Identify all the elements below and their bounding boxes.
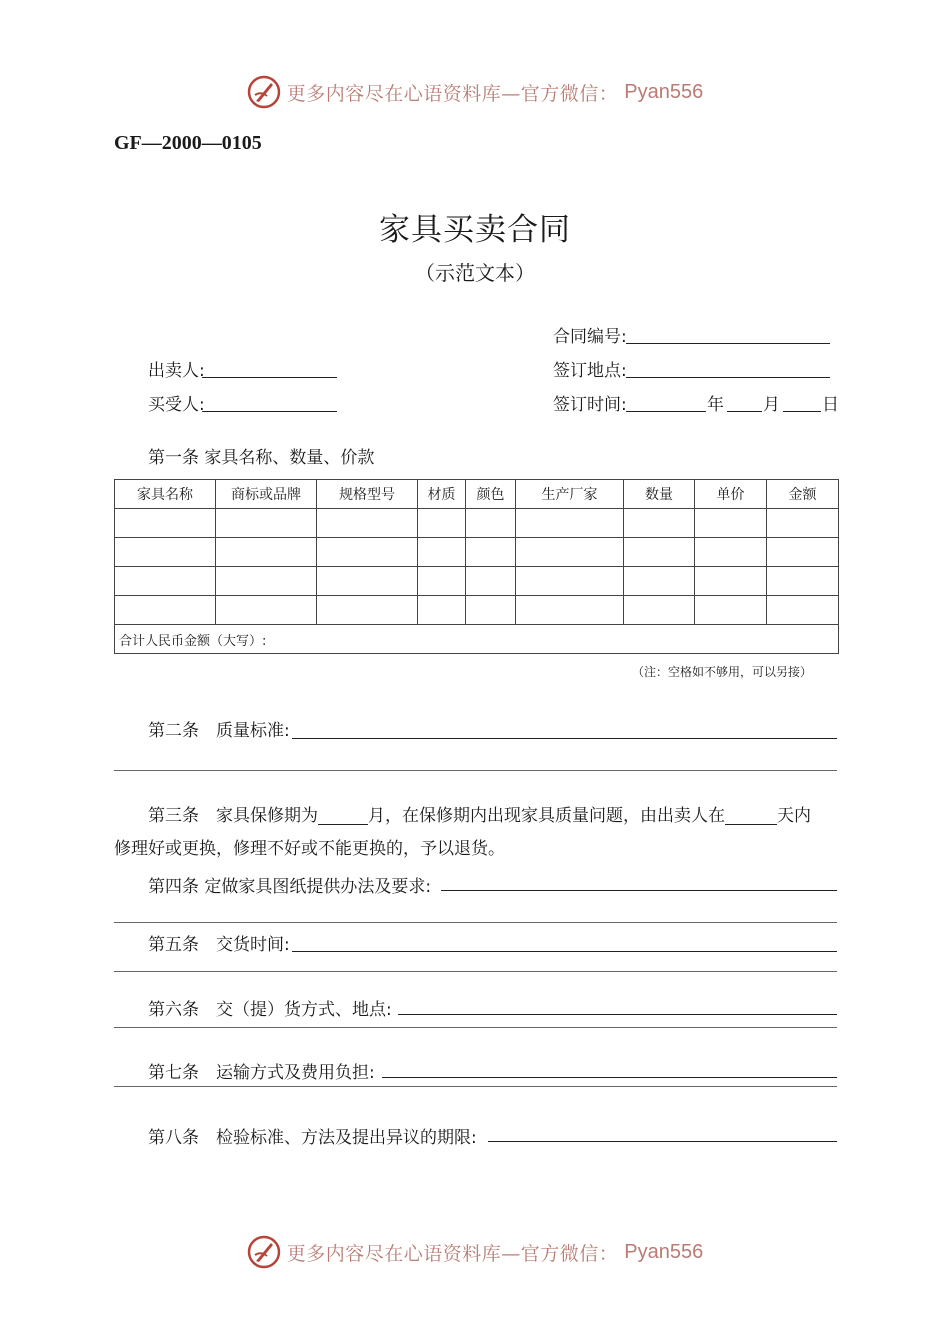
quill-logo-icon [247, 75, 281, 109]
drawing-requirements-field[interactable] [441, 890, 837, 891]
table-cell[interactable] [695, 538, 767, 567]
watermark-id: Pyan556 [624, 1240, 704, 1263]
table-cell[interactable] [216, 509, 317, 538]
article3-paragraph [114, 800, 838, 866]
table-cell[interactable] [767, 567, 839, 596]
article2-label: 第二条 质量标准: [148, 721, 290, 741]
table-cell[interactable] [115, 509, 216, 538]
col-manufacturer: 生产厂家 [516, 480, 624, 509]
table-cell[interactable] [466, 567, 516, 596]
table-cell[interactable] [767, 509, 839, 538]
time-label: 签订时间: [553, 395, 627, 415]
col-unit-price: 单价 [695, 480, 767, 509]
table-cell[interactable] [115, 596, 216, 625]
article3-text-3: 天内 [777, 806, 811, 826]
table-note: （注：空格如不够用，可以另接） [632, 665, 813, 679]
col-brand: 商标或品牌 [216, 480, 317, 509]
table-cell[interactable] [418, 509, 466, 538]
page-subtitle: （示范文本） [415, 261, 535, 285]
table-cell[interactable] [317, 509, 418, 538]
col-quantity: 数量 [624, 480, 695, 509]
article3-text-1: 第三条 家具保修期为 [148, 806, 318, 826]
table-cell[interactable] [418, 596, 466, 625]
col-furniture-name: 家具名称 [115, 480, 216, 509]
place-field[interactable] [626, 377, 830, 378]
col-model: 规格型号 [317, 480, 418, 509]
transport-cost-field[interactable] [382, 1077, 837, 1078]
year-label: 年 [707, 395, 724, 415]
delivery-time-line2[interactable] [114, 971, 837, 972]
document-code: GF—2000—0105 [114, 132, 262, 154]
article5-label: 第五条 交货时间: [148, 935, 290, 955]
article1-heading: 第一条 家具名称、数量、价款 [148, 448, 375, 468]
table-cell[interactable] [624, 538, 695, 567]
col-material: 材质 [418, 480, 466, 509]
table-cell[interactable] [624, 567, 695, 596]
table-row [115, 567, 839, 596]
table-cell[interactable] [624, 596, 695, 625]
table-cell[interactable] [516, 509, 624, 538]
quality-standard-field[interactable] [292, 738, 837, 739]
article3-text-4: 修理好或更换，修理不好或不能更换的，予以退货。 [114, 839, 505, 859]
buyer-label: 买受人: [148, 395, 205, 415]
table-cell[interactable] [418, 538, 466, 567]
table-cell[interactable] [516, 567, 624, 596]
col-color: 颜色 [466, 480, 516, 509]
page-title: 家具买卖合同 [379, 212, 571, 248]
table-cell[interactable] [317, 596, 418, 625]
month-field[interactable] [727, 411, 762, 412]
place-label: 签订地点: [553, 361, 627, 381]
total-row [115, 625, 839, 654]
year-field[interactable] [626, 411, 706, 412]
table-cell[interactable] [624, 509, 695, 538]
article3-text-2: 月，在保修期内出现家具质量问题，由出卖人在 [368, 806, 725, 826]
transport-cost-line2[interactable] [114, 1086, 837, 1087]
article8-label: 第八条 检验标准、方法及提出异议的期限: [148, 1128, 477, 1148]
watermark-text: 更多内容尽在心语资料库—官方微信： [286, 82, 619, 105]
delivery-method-field[interactable] [398, 1014, 837, 1015]
table-cell[interactable] [216, 567, 317, 596]
article6-label: 第六条 交（提）货方式、地点: [148, 1000, 392, 1020]
seller-label: 出卖人: [148, 361, 205, 381]
table-cell[interactable] [115, 567, 216, 596]
goods-table [114, 479, 839, 654]
table-cell[interactable] [317, 567, 418, 596]
table-cell[interactable] [695, 509, 767, 538]
quill-logo-icon [247, 1235, 281, 1269]
delivery-time-field[interactable] [292, 951, 837, 952]
contract-no-label: 合同编号: [553, 327, 627, 347]
seller-field[interactable] [202, 377, 337, 378]
table-cell[interactable] [317, 538, 418, 567]
table-cell[interactable] [466, 596, 516, 625]
col-amount: 金额 [767, 480, 839, 509]
table-row [115, 538, 839, 567]
warranty-months-field[interactable] [318, 806, 368, 825]
watermark-id: Pyan556 [624, 80, 704, 103]
watermark-top [0, 70, 950, 114]
table-row [115, 509, 839, 538]
delivery-method-line2[interactable] [114, 1027, 837, 1028]
table-cell[interactable] [695, 596, 767, 625]
table-cell[interactable] [516, 538, 624, 567]
table-cell[interactable] [695, 567, 767, 596]
drawing-requirements-line2[interactable] [114, 922, 837, 923]
table-header-row [115, 480, 839, 509]
month-label: 月 [763, 395, 780, 415]
article7-label: 第七条 运输方式及费用负担: [148, 1063, 375, 1083]
repair-days-field[interactable] [725, 806, 777, 825]
watermark-bottom [0, 1230, 950, 1274]
day-field[interactable] [783, 411, 821, 412]
table-cell[interactable] [418, 567, 466, 596]
table-cell[interactable] [767, 538, 839, 567]
table-row [115, 596, 839, 625]
table-cell[interactable] [767, 596, 839, 625]
contract-no-field[interactable] [626, 343, 830, 344]
table-cell[interactable] [216, 596, 317, 625]
table-cell[interactable] [466, 538, 516, 567]
total-amount-cell[interactable]: 合计人民币金额（大写）: [115, 625, 839, 654]
article4-label: 第四条 定做家具图纸提供办法及要求: [148, 877, 432, 897]
table-cell[interactable] [466, 509, 516, 538]
day-label: 日 [822, 395, 839, 415]
quality-standard-line2[interactable] [114, 770, 837, 771]
inspection-field[interactable] [488, 1141, 837, 1142]
table-cell[interactable] [115, 538, 216, 567]
buyer-field[interactable] [202, 411, 337, 412]
watermark-text: 更多内容尽在心语资料库—官方微信： [286, 1242, 619, 1265]
table-cell[interactable] [216, 538, 317, 567]
table-cell[interactable] [516, 596, 624, 625]
